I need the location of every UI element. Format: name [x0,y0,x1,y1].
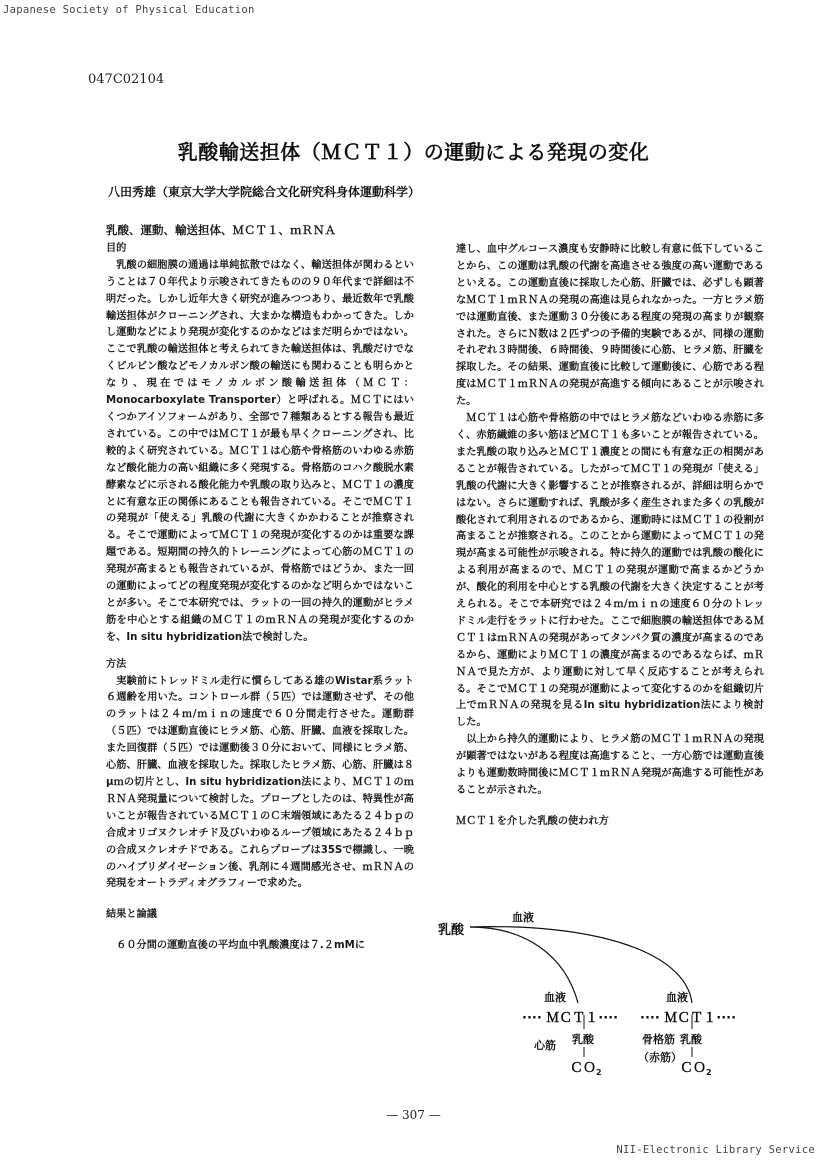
purpose-text: 乳酸の細胞膜の通過は単純拡散ではなく、輸送担体が関わるということは７０年代より示唆されてきたものの９０年代まで詳細は不明だった。しかし近年大きく研究が進みつつあり、最近数年で乳酸輸送担体がクローニングされ、大まかな構造もわかってきた。しかし運動などにより発現が変化するのかなどはまだ明らかではない。ここで乳酸の輸送担体と考えられてきた輸送担体は、乳酸だけでなくピルビン酸などモノカルボン酸の輸送にも関わることも明らかとなり、現在ではモノカルボン酸輸送担体（ＭＣＴ：Monocarboxylate Transporter）と呼ばれる。ＭＣＴにはいくつかアイソフォームがあり、全部で７種類あるとする報告も最近されている。この中ではＭＣＴ１が最も早くクローニングされ、比較的よく研究されている。ＭＣＴ１は心筋や骨格筋のいわゆる赤筋など酸化能力の高い組織に多く発現する。骨格筋のコハク酸脱水素酵素などに示される酸化能力や乳酸の取り込みと、ＭＣＴ１の濃度とに有意な正の関係にあることも報告されている。そこでＭＣＴ１の発現が「使える」乳酸の代謝に大きくかかわることが推察される。そこで運動によってＭＣＴ１の発現が変化するのかは重要な課題である。短期間の持久的トレーニングによって心筋のＭＣＴ１の発現が高まるとも報告されているが、骨格筋ではどうか、また一回の運動によってどの程度発現が変化するのかなど明らかではないことが多い。そこで本研究では、ラットの一回の持久的運動がヒラメ筋を中心とする組織のＭＣＴ１のｍＲＮＡの発現が変化するのかを、In situ hybridization法で検討した。 [106,259,414,643]
paper-title: 乳酸輸送担体（ＭＣＴ１）の運動による発現の変化 [177,140,650,164]
mct1-left-label: ···· ＭＣＴ１···· [522,1011,619,1026]
site-footer: NII-Electronic Library Service [616,1144,815,1156]
page-number: — 307 — [386,1108,441,1122]
heart-label: 心筋 [534,1039,556,1052]
results-text-right-2: ＭＣＴ１は心筋や骨格筋の中ではヒラメ筋などいわゆる赤筋に多く、赤筋繊維の多い筋ほどＭＣＴ１も多いことが報告されている。また乳酸の取り込みとＭＣＴ１濃度との間にも有意な正の相関があることが報告されている。したがってＭＣＴ１の発現が「使える」乳酸の代謝に大きく影響することが推察されるが、詳細は明らかではない。さらに運動すれば、乳酸が多く産生されまた多くの乳酸が酸化されて利用されるのであるから、運動時にはＭＣＴ１の役割が高まることが推察される。このことから運動によってＭＣＴ１の発現が高まる可能性が示唆される。特に持久的運動では乳酸の酸化による利用が高まるので、ＭＣＴ１の発現が運動で高まるかどうかが、酸化的利用を中心とする乳酸の代謝を大きく決定することが考えられる。そこで本研究では２４ｍ/ｍｉｎの速度６０分のトレッドミル走行をラットに行わせた。ここで細胞膜の輸送担体であるＭＣＴ１はｍＲＮＡの発現があってタンパク質の濃度が高まるのであるから、運動によりＭＣＴ１の濃度が高まるのであるならば、ｍＲＮＡで見た方が、より運動に対して早く反応することが考えられる。そこでＭＣＴ１の発現が運動によって変化するのかを組織切片上でｍＲＮＡの発現を見るIn situ hybridization法により検討した。 [456,413,764,729]
methods-heading: 方法 [106,658,127,670]
blood-top-label: 血液 [512,911,534,924]
diagram-heading: ＭＣＴ１を介した乳酸の使われ方 [456,815,609,827]
red-muscle-label: （赤筋） [638,1051,682,1064]
keywords: 乳酸、運動、輸送担体、ＭＣＴ１、ｍＲＮＡ [106,223,336,237]
blood-right-label: 血液 [666,991,688,1004]
results-text-left: ６０分間の運動直後の平均血中乳酸濃度は７.２mMに [116,940,365,952]
co2-left-label: ＣＯ$_2$ [570,1061,602,1077]
results-text-right-3: 以上から持久的運動により、ヒラメ筋のＭＣＴ１ｍＲＮＡの発現が顕著ではないがある程度は高進すること、一方心筋では運動直後よりも運動数時間後にＭＣＴ１ｍＲＮＡ発現が高進する可能性があることが示された。 [456,734,764,796]
lactate-flow-diagram [430,905,770,1095]
lactate-right-label: 乳酸 [680,1033,702,1046]
blood-left-label: 血液 [544,991,566,1004]
author-line: 八田秀雄（東京大学大学院総合文化研究科身体運動科学） [108,185,421,199]
abstract-code: 047C02104 [88,72,165,87]
methods-text: 実験前にトレッドミル走行に慣らしてある雄のWistar系ラット６週齢を用いた。コントロール群（５匹）では運動させず、その他のラットは２４ｍ/ｍｉｎの速度で６０分間走行させた。運動群（５匹）では運動直後にヒラメ筋、心筋、肝臓、血液を採取した。また回復群（５匹）では運動後３０分において、同様にヒラメ筋、心筋、肝臓、血液を採取した。採取したヒラメ筋、心筋、肝臓は８μｍの切片とし、In situ hybridization法により、ＭＣＴ１のｍＲＮＡ発現量について検討した。プローブとしたのは、特異性が高いことが報告されているＭＣＴ１のＣ末端領域にあたる２４ｂｐの合成オリゴヌクレオチド及びいわゆるループ領域にあたる２４ｂｐの合成ヌクレオチドである。これらプローブは35Sで標識し、一晩のハイブリダイゼーション後、乳剤に４週間感光させ、ｍＲＮＡの発現をオートラディオグラフィーで求めた。 [106,675,414,890]
lactate-left-label: 乳酸 [572,1033,594,1046]
mct1-right-label: ···· ＭＣＴ１···· [640,1011,737,1026]
results-heading: 結果と論議 [106,909,157,921]
site-header: Japanese Society of Physical Education [3,4,255,16]
co2-right-label: ＣＯ$_2$ [680,1061,712,1077]
skeletal-muscle-label: 骨格筋 [642,1033,675,1046]
right-column [456,242,764,831]
blood-curve-right [470,927,692,1003]
lactate-source-label: 乳酸 [438,923,465,938]
purpose-heading: 目的 [106,242,127,254]
left-column [106,222,414,955]
results-text-right-1: 達し、血中グルコース濃度も安静時に比較し有意に低下していることから、この運動は乳酸の代謝を高進させる強度の高い運動であるといえる。この運動直後に採取した心筋、肝臓では、必ずしも顕著なＭＣＴ１ｍＲＮＡの発現の高進は見られなかった。一方ヒラメ筋では運動直後、また運動３０分後にある程度の発現の高まりが観察された。さらにＮ数は２匹ずつの予備的実験であるが、同様の運動それぞれ３時間後、６時間後、９時間後に心筋、ヒラメ筋、肝臓を採取した。その結果、運動直後に比較して運動後に、心筋である程度はＭＣＴ１ｍＲＮＡの発現が高進する傾向にあることが示唆された。 [456,244,764,408]
